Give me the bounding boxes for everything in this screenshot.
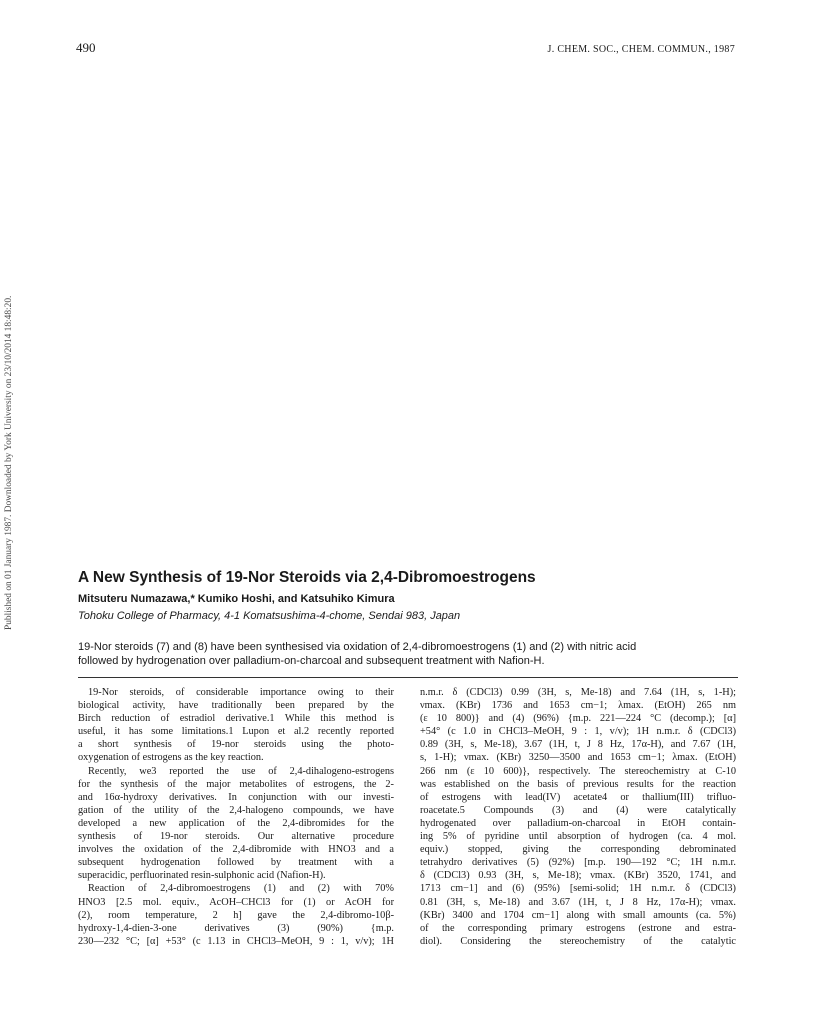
- body-line: hydroxy-1,4-dien-3-one derivatives (3) (90%) {m.p.: [78, 922, 394, 934]
- body-line: of the corresponding primary estrogens (estrone and estra-: [420, 922, 736, 934]
- body-column-right: [420, 686, 736, 948]
- body-line: +54° (c 1.0 in CHCl3–MeOH, 9 : 1, v/v); 1H n.m.r. δ (CDCl3): [420, 726, 736, 738]
- abstract-line: followed by hydrogenation over palladium-on-charcoal and subsequent treatment with Nafion-H.: [78, 655, 545, 667]
- article-authors: Mitsuteru Numazawa,* Kumiko Hoshi, and Katsuhiko Kimura: [78, 593, 395, 605]
- body-line: useful, it has some limitations.1 Lupon et al.2 recently reported: [78, 726, 394, 738]
- body-line: 1713 cm−1] and (6) (95%) [semi-solid; 1H n.m.r. δ (CDCl3): [420, 883, 736, 895]
- body-line: and 16α-hydroxy derivatives. In conjunction with our investi-: [78, 791, 394, 803]
- body-line: biological activity, have traditionally been prepared by the: [78, 700, 394, 712]
- body-line: synthesis of 19-nor steroids. Our alternative procedure: [78, 831, 394, 843]
- body-line: subsequent hydrogenation followed by treatment with a: [78, 857, 394, 869]
- body-line: 19-Nor steroids, of considerable importance owing to their: [88, 687, 394, 698]
- body-line: (2), room temperature, 2 h] gave the 2,4-dibromo-10β-: [78, 909, 394, 921]
- body-line: developed a new application of the 2,4-dibromides for the: [78, 817, 394, 829]
- body-line: Recently, we3 reported the use of 2,4-dihalogeno-estrogens: [88, 765, 394, 777]
- abstract-line: 19-Nor steroids (7) and (8) have been synthesised via oxidation of 2,4-dibromoestrogens (1) and (2) with nitric acid: [78, 641, 637, 653]
- body-line: a short synthesis of 19-nor steroids using the photo-: [78, 739, 394, 751]
- body-line: gation of the utility of the 2,4-halogeno compounds, we have: [78, 804, 394, 816]
- body-line: νmax. (KBr) 1736 and 1653 cm−1; λmax. (EtOH) 265 nm: [420, 700, 736, 712]
- body-line: of estrogens with lead(IV) acetate4 or thallium(III) trifluo-: [420, 791, 736, 803]
- body-line: HNO3 [2.5 mol. equiv., AcOH–CHCl3 for (1) or AcOH for: [78, 896, 394, 908]
- body-line: 230—232 °C; [α] +53° (c 1.13 in CHCl3–MeOH, 9 : 1, v/v); 1H: [78, 935, 394, 947]
- page-number: 490: [76, 40, 96, 55]
- body-line: tetrahydro derivatives (5) (92%) [m.p. 190—192 °C; 1H n.m.r.: [420, 857, 736, 869]
- body-line: n.m.r. δ (CDCl3) 0.99 (3H, s, Me-18) and 7.64 (1H, s, 1-H);: [420, 687, 736, 698]
- body-line: Birch reduction of estradiol derivative.1 While this method is: [78, 713, 394, 725]
- abstract-divider: [78, 677, 738, 678]
- body-column-left: [78, 686, 394, 948]
- body-line: was established on the basis of previous results for the reaction: [420, 778, 736, 790]
- article-title: A New Synthesis of 19-Nor Steroids via 2,4-Dibromoestrogens: [78, 569, 536, 586]
- body-line: ing 5% of pyridine until absorption of hydrogen (ca. 4 mol.: [420, 831, 736, 843]
- running-head: J. CHEM. SOC., CHEM. COMMUN., 1987: [547, 44, 735, 55]
- body-line: superacidic, perfluorinated resin-sulphonic acid (Nafion-H).: [78, 870, 326, 882]
- body-line: oxygenation of estrogens as the key reaction.: [78, 752, 264, 764]
- body-line: δ (CDCl3) 0.93 (3H, s, Me-18); νmax. (KBr) 3520, 1741, and: [420, 870, 736, 882]
- article-affiliation: Tohoku College of Pharmacy, 4-1 Komatsushima-4-chome, Sendai 983, Japan: [78, 610, 461, 622]
- body-line: 266 nm (ε 10 600)}, respectively. The stereochemistry at C-10: [420, 765, 736, 777]
- download-watermark-text: Published on 01 January 1987. Downloaded by York University on 23/10/2014 18:48:20.: [4, 295, 14, 630]
- body-line: involves the oxidation of the 2,4-dibromide with HNO3 and a: [78, 844, 394, 856]
- abstract: [78, 640, 738, 668]
- body-line: 0.81 (3H, s, Me-18) and 3.67 (1H, t, J 8 Hz, 17α-H); νmax.: [420, 896, 736, 908]
- body-line: for the synthesis of the major metabolites of estrogens, the 2-: [78, 778, 394, 790]
- body-line: (KBr) 3400 and 1704 cm−1] along with small amounts (ca. 5%): [420, 909, 736, 921]
- body-line: 0.89 (3H, s, Me-18), 3.67 (1H, t, J 8 Hz, 17α-H), and 7.67 (1H,: [420, 739, 736, 751]
- body-line: hydrogenated over palladium-on-charcoal in EtOH contain-: [420, 817, 736, 829]
- body-line: roacetate.5 Compounds (3) and (4) were catalytically: [420, 804, 736, 816]
- body-line: Reaction of 2,4-dibromoestrogens (1) and (2) with 70%: [88, 883, 394, 895]
- body-line: s, 1-H); νmax. (KBr) 3250—3500 and 1653 cm−1; λmax. (EtOH): [420, 752, 736, 764]
- body-line: equiv.) stopped, giving the corresponding debrominated: [420, 844, 736, 856]
- body-line: diol). Considering the stereochemistry of the catalytic: [420, 935, 736, 947]
- download-watermark: [4, 210, 18, 630]
- body-line: (ε 10 800)} and (4) (96%) {m.p. 221—224 °C (decomp.); [α]: [420, 713, 736, 725]
